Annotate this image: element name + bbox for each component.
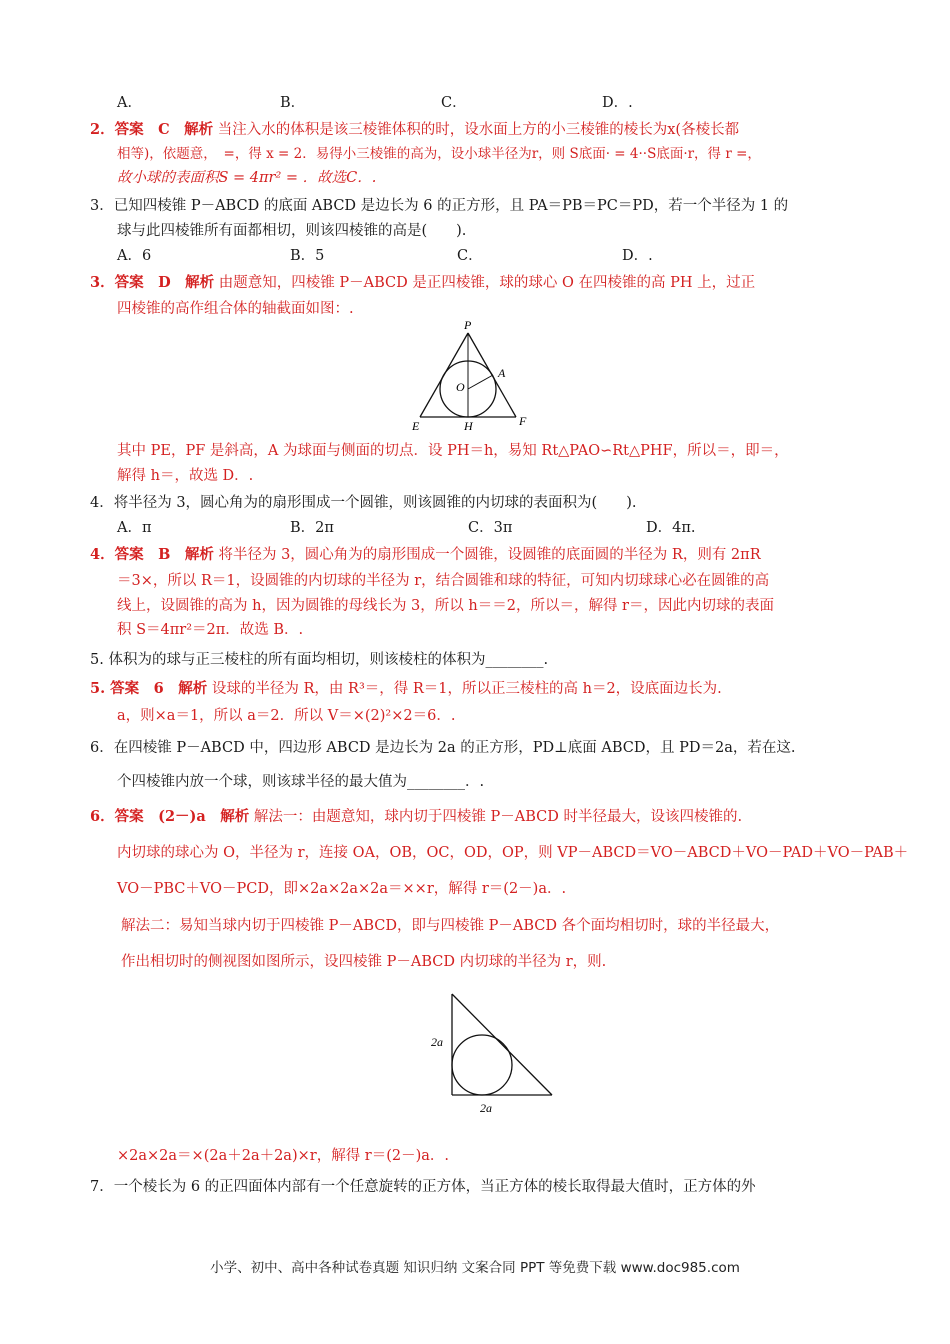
fig2-label-side: 2a xyxy=(431,1035,443,1049)
answer-4-line-1 xyxy=(90,545,761,565)
q1-option-b: B． xyxy=(280,95,306,111)
fig1-radius-oa xyxy=(468,375,493,389)
answer-5-text-1: 设球的半径为 R，由 R³＝，得 R＝1，所以正三棱柱的高 h＝2，设底面边长为. xyxy=(211,681,722,697)
fig2-hypotenuse xyxy=(452,994,552,1095)
answer-6-line-1 xyxy=(90,807,742,827)
answer-2-line-3: 故小球的表面积S = 4πr² = ．故选C．. xyxy=(117,170,377,186)
cone-section-figure xyxy=(410,315,550,433)
fig1-label-o: O xyxy=(456,380,465,394)
answer-5-line-1 xyxy=(90,679,722,699)
answer-4-line-2: ＝3×，所以 R＝1，设圆锥的内切球的半径为 r，结合圆锥和球的特征，可知内切球球心必在圆锥的高 xyxy=(117,573,770,589)
answer-3-line-4: 解得 h＝，故选 D．. xyxy=(117,468,254,484)
fig1-label-a: A xyxy=(498,366,506,380)
q4-option-a: A．π xyxy=(117,520,152,536)
answer-3-line-2: 四棱锥的高作组合体的轴截面如图：. xyxy=(117,301,354,317)
answer-2-line-2: 相等)，依题意， =，得 x = 2．易得小三棱锥的高为，设小球半径为r，则 S底面· = 4··S底面·r，得 r =， xyxy=(117,146,761,162)
question-4-line-1: 4．将半径为 3，圆心角为的扇形围成一个圆锥，则该圆锥的内切球的表面积为( ). xyxy=(90,495,637,511)
fig1-label-f: F xyxy=(519,414,527,428)
q3-option-a: A．6 xyxy=(117,248,152,264)
question-6-line-1: 6．在四棱锥 P－ABCD 中，四边形 ABCD 是边长为 2a 的正方形，PD⊥底面 ABCD，且 PD＝2a，若在这. xyxy=(90,740,796,756)
fig1-label-e: E xyxy=(412,419,420,433)
fig2-label-base: 2a xyxy=(480,1101,492,1115)
answer-6-line-4: 解法二：易知当球内切于四棱锥 P－ABCD，即与四棱锥 P－ABCD 各个面均相切时，球的半径最大， xyxy=(121,918,780,934)
question-7-line-1: 7．一个棱长为 6 的正四面体内部有一个任意旋转的正方体，当正方体的棱长取得最大值时，正方体的外 xyxy=(90,1179,756,1195)
q3-option-b: B．5 xyxy=(290,248,325,264)
answer-6-line-3: VO－PBC＋VO－PCD，即×2a×2a×2a＝××r，解得 r＝(2－)a．. xyxy=(117,881,567,897)
answer-6-line-2: 内切球的球心为 O，半径为 r，连接 OA，OB，OC，OD，OP，则 VP－ABCD＝VO－ABCD＋VO－PAD＋VO－PAB＋ xyxy=(117,845,909,861)
answer-5-tag: 5. 答案 6 解析 xyxy=(90,680,208,697)
answer-4-text-1: 将半径为 3，圆心角为的扇形围成一个圆锥，设圆锥的底面圆的半径为 R，则有 2πR xyxy=(218,547,761,563)
fig1-label-p: P xyxy=(464,318,472,332)
answer-3-line-1 xyxy=(90,273,755,293)
q4-option-d: D．4π. xyxy=(646,520,696,536)
answer-3-text-1: 由题意知，四棱锥 P－ABCD 是正四棱锥，球的球心 O 在四棱锥的高 PH 上，过正 xyxy=(218,275,756,291)
answer-3-tag: 3．答案 D 解析 xyxy=(90,274,215,291)
answer-6-text-1: 解法一：由题意知，球内切于四棱锥 P－ABCD 时半径最大，设该四棱锥的. xyxy=(253,809,743,825)
q4-option-b: B．2π xyxy=(290,520,334,536)
answer-6-line-5: 作出相切时的侧视图如图所示，设四棱锥 P－ABCD 内切球的半径为 r，则. xyxy=(121,954,607,970)
answer-5-line-2: a，则×a＝1，所以 a＝2．所以 V＝×(2)²×2＝6．. xyxy=(117,708,456,724)
q3-option-c: C． xyxy=(457,248,483,264)
q1-option-a: A． xyxy=(117,95,142,111)
q4-option-c: C．3π xyxy=(468,520,513,536)
answer-2-text-1: 当注入水的体积是该三棱锥体积的时，设水面上方的小三棱锥的棱长为x(各棱长都 xyxy=(217,122,740,138)
question-6-line-2: 个四棱锥内放一个球，则该球半径的最大值为________．. xyxy=(117,774,485,790)
answer-6-tag: 6．答案 (2－)a 解析 xyxy=(90,808,250,825)
q3-option-d: D．. xyxy=(622,248,653,264)
answer-3-line-3: 其中 PE，PF 是斜高，A 为球面与侧面的切点．设 PH＝h，易知 Rt△PAO∽Rt△PHF，所以＝，即＝， xyxy=(117,443,789,459)
q1-option-d: D．. xyxy=(602,95,633,111)
fig2-inscribed-circle xyxy=(452,1035,512,1095)
side-view-figure xyxy=(428,990,578,1130)
answer-4-line-3: 线上，设圆锥的高为 h，因为圆锥的母线长为 3，所以 h＝＝2，所以＝，解得 r＝，因此内切球的表面 xyxy=(117,598,774,614)
q1-option-c: C． xyxy=(441,95,467,111)
answer-4-line-4: 积 S＝4πr²＝2π．故选 B．. xyxy=(117,622,304,638)
answer-4-tag: 4．答案 B 解析 xyxy=(90,546,214,563)
page-footer: 小学、初中、高中各种试卷真题 知识归纳 文案合同 PPT 等免费下载 www.doc985.com xyxy=(210,1260,740,1276)
answer-2-line-1 xyxy=(90,120,739,140)
answer-6-line-6: ×2a×2a＝×(2a＋2a＋2a)×r，解得 r＝(2－)a．. xyxy=(117,1148,450,1164)
question-3-line-2: 球与此四棱锥所有面都相切，则该四棱锥的高是( ). xyxy=(117,223,467,239)
question-3-line-1: 3．已知四棱锥 P－ABCD 的底面 ABCD 是边长为 6 的正方形，且 PA＝PB＝PC＝PD，若一个半径为 1 的 xyxy=(90,198,789,214)
answer-2-tag: 2．答案 C 解析 xyxy=(90,121,214,138)
fig1-label-h: H xyxy=(464,419,473,433)
question-5-line-1: 5. 体积为的球与正三棱柱的所有面均相切，则该棱柱的体积为________. xyxy=(90,652,549,668)
